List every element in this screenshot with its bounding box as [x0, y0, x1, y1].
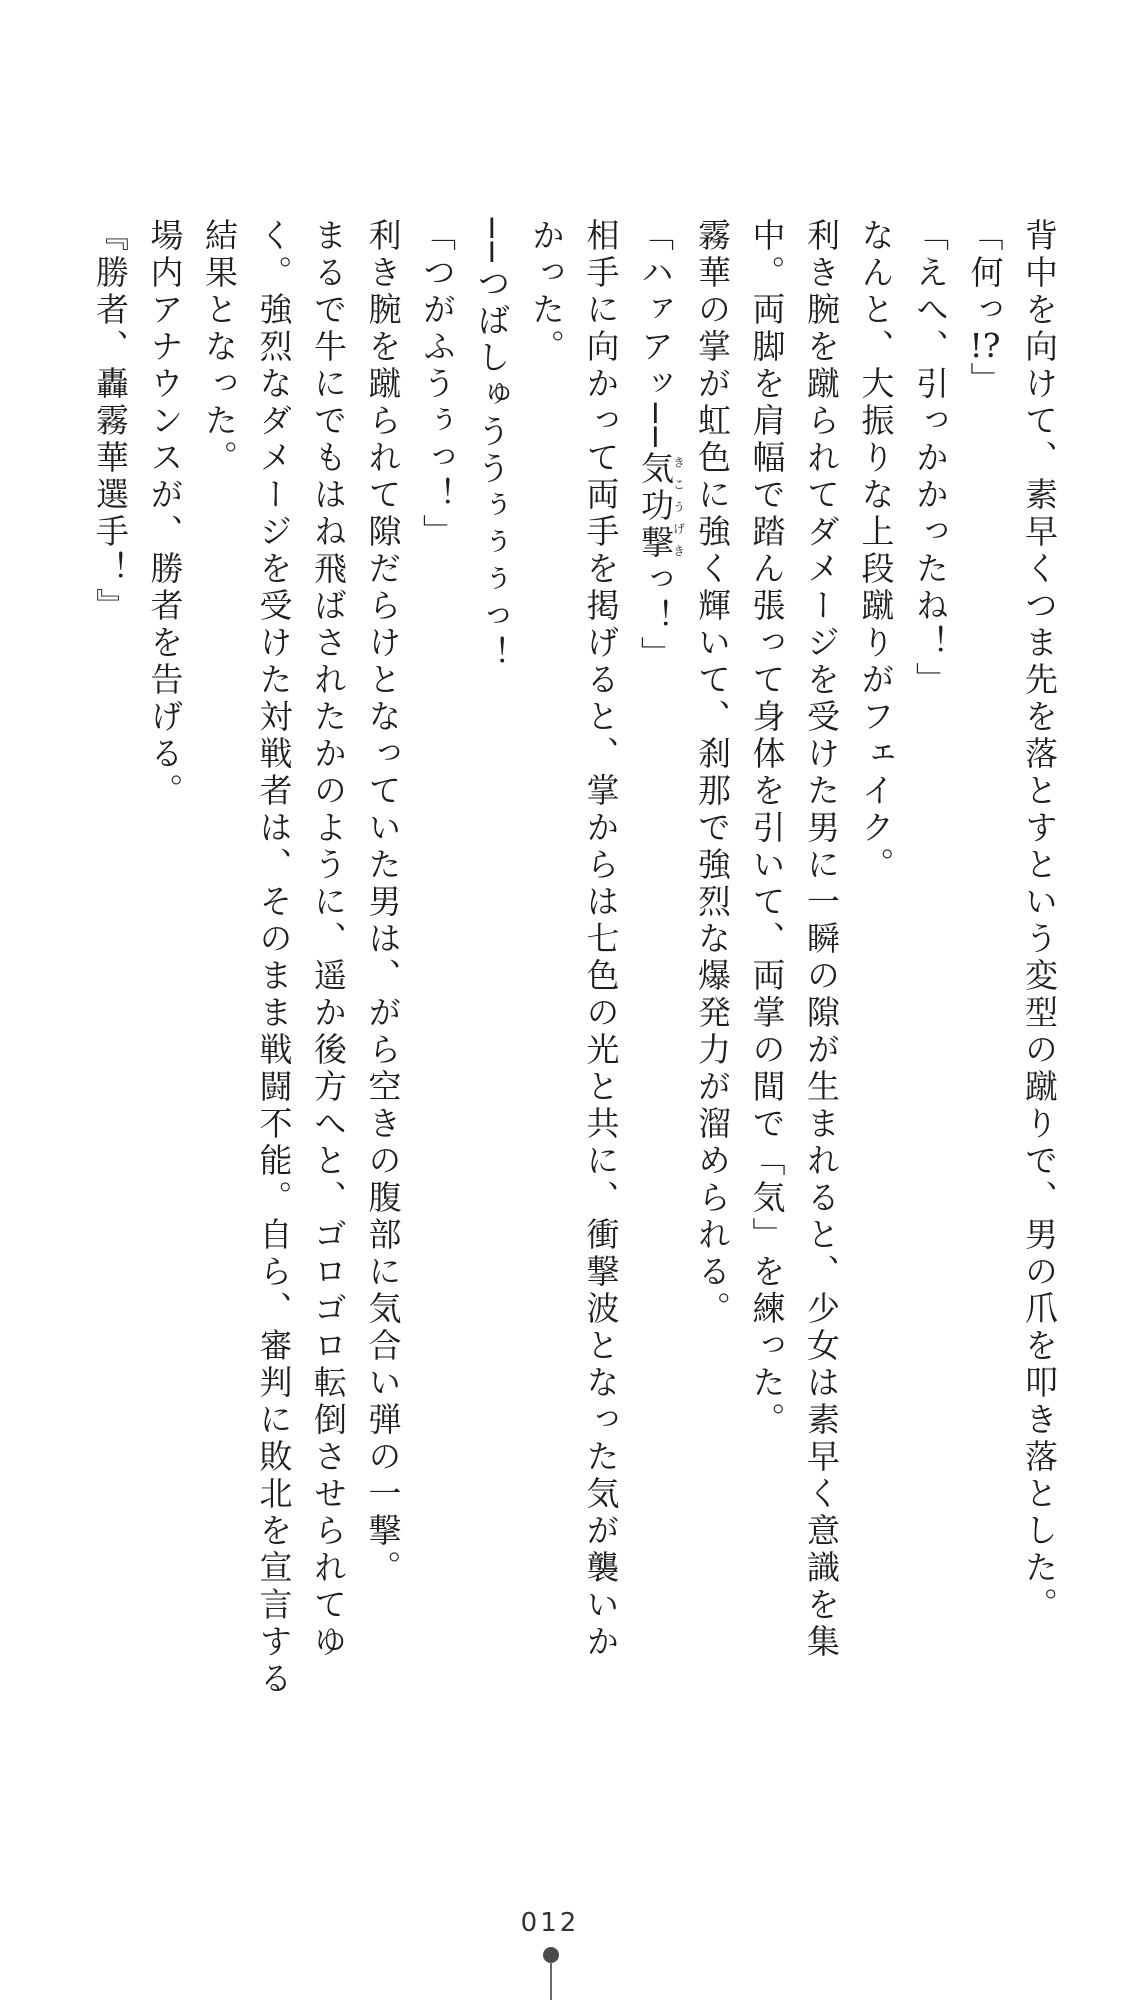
- shout-line: [628, 218, 685, 1668]
- page-marker-dot: [543, 1947, 559, 1963]
- shout-before: 「ハァアッ──: [636, 218, 675, 451]
- text-line: なんと、大振りな上段蹴りがフェイク。: [856, 218, 896, 884]
- text-line: まるで牛にでもはね飛ばされたかのように、遥か後方へと、ゴロゴロ転倒させられてゆ: [309, 218, 348, 1661]
- text-line: かった。: [527, 218, 566, 366]
- text-line: 『勝者、轟霧華選手！』: [91, 218, 130, 625]
- upright-punctuation: !?: [969, 329, 1001, 362]
- ruby-base: 気功撃: [636, 450, 675, 562]
- text-line: 「何っ!?」: [965, 218, 1005, 399]
- text-line: 利き腕を蹴られてダメージを受けた男に一瞬の隙が生まれると、少女は素早く意識を集: [802, 218, 841, 1661]
- ruby-kikougeki: [636, 450, 686, 562]
- text-line: 背中を向けて、素早くつま先を落とすという変型の蹴りで、男の爪を叩き落とした。: [1020, 218, 1059, 1624]
- text-line: 利き腕を蹴られて隙だらけとなっていた男は、がら空きの腹部に気合い弾の一撃。: [363, 218, 403, 1587]
- page-number: 012: [520, 1908, 580, 1938]
- text-line: く。強烈なダメージを受けた対戦者は、そのまま戦闘不能。自ら、審判に敗北を宣言する: [254, 218, 294, 1698]
- text-line: 結果となった。: [200, 218, 239, 477]
- text-line: 霧華の掌が虹色に強く輝いて、刹那で強烈な爆発力が溜められる。: [693, 218, 732, 1328]
- page-marker-line: [550, 1962, 552, 2000]
- text-line: 「つがふうぅっ！」: [418, 218, 457, 551]
- text-line: ──つばしゅううぅぅぅっ！: [472, 218, 512, 673]
- text-line: 「えへ、引っかかったね！」: [911, 218, 950, 699]
- text-line: 場内アナウンスが、勝者を告げる。: [145, 218, 185, 810]
- text-line: 相手に向かって両手を掲げると、掌からは七色の光と共に、衝撃波となった気が襲いか: [581, 218, 621, 1661]
- vertical-text-body: [91, 218, 1066, 1698]
- text-line: 中。両脚を肩幅で踏ん張って身体を引いて、両掌の間で「気」を練った。: [747, 218, 787, 1439]
- shout-after: っ！」: [636, 561, 675, 673]
- ruby-reading: きこうげき: [671, 450, 686, 562]
